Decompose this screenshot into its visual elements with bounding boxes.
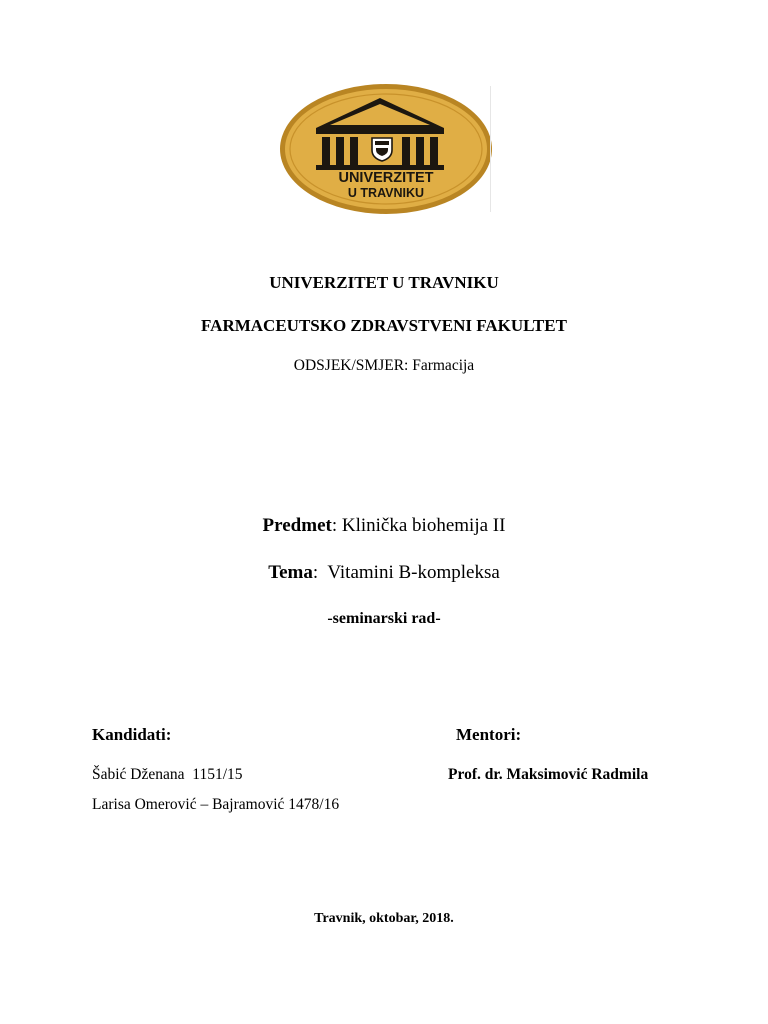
- document-type: -seminarski rad-: [327, 610, 441, 627]
- faculty-name: FARMACEUTSKO ZDRAVSTVENI FAKULTET: [201, 316, 567, 335]
- logo-divider: [490, 86, 491, 212]
- subject-line: Predmet: Klinička biohemija II: [262, 515, 506, 536]
- candidate-id: 1151/15: [192, 766, 243, 783]
- candidate-name: Larisa Omerović – Bajramović: [92, 796, 285, 813]
- logo-text-line1: UNIVERZITET: [338, 170, 434, 186]
- topic-line: Tema: Vitamini B-kompleksa: [268, 562, 500, 583]
- logo-text-line2: U TRAVNIKU: [347, 186, 425, 200]
- subject-value: Klinička biohemija II: [341, 515, 506, 536]
- candidate-id: 1478/16: [288, 796, 340, 813]
- subject-label: Predmet: [262, 515, 332, 536]
- topic-value: Vitamini B-kompleksa: [327, 562, 500, 583]
- university-logo: [278, 82, 494, 216]
- crest-icon: [372, 138, 392, 161]
- topic-label: Tema: [268, 562, 313, 583]
- candidate-name: Šabić Dženana: [92, 766, 185, 783]
- department-line: [0, 357, 768, 375]
- mentor-name: Prof. dr. Maksimović Radmila: [448, 766, 649, 783]
- candidates-heading: Kandidati:: [92, 725, 172, 744]
- department-value: Farmacija: [412, 357, 475, 374]
- university-name: UNIVERZITET U TRAVNIKU: [269, 273, 499, 292]
- department-label: ODSJEK/SMJER:: [293, 357, 409, 374]
- candidate-item: [92, 796, 339, 814]
- mentors-heading: Mentori:: [456, 725, 522, 744]
- candidate-item: [92, 766, 243, 784]
- place-date: Travnik, oktobar, 2018.: [314, 911, 454, 926]
